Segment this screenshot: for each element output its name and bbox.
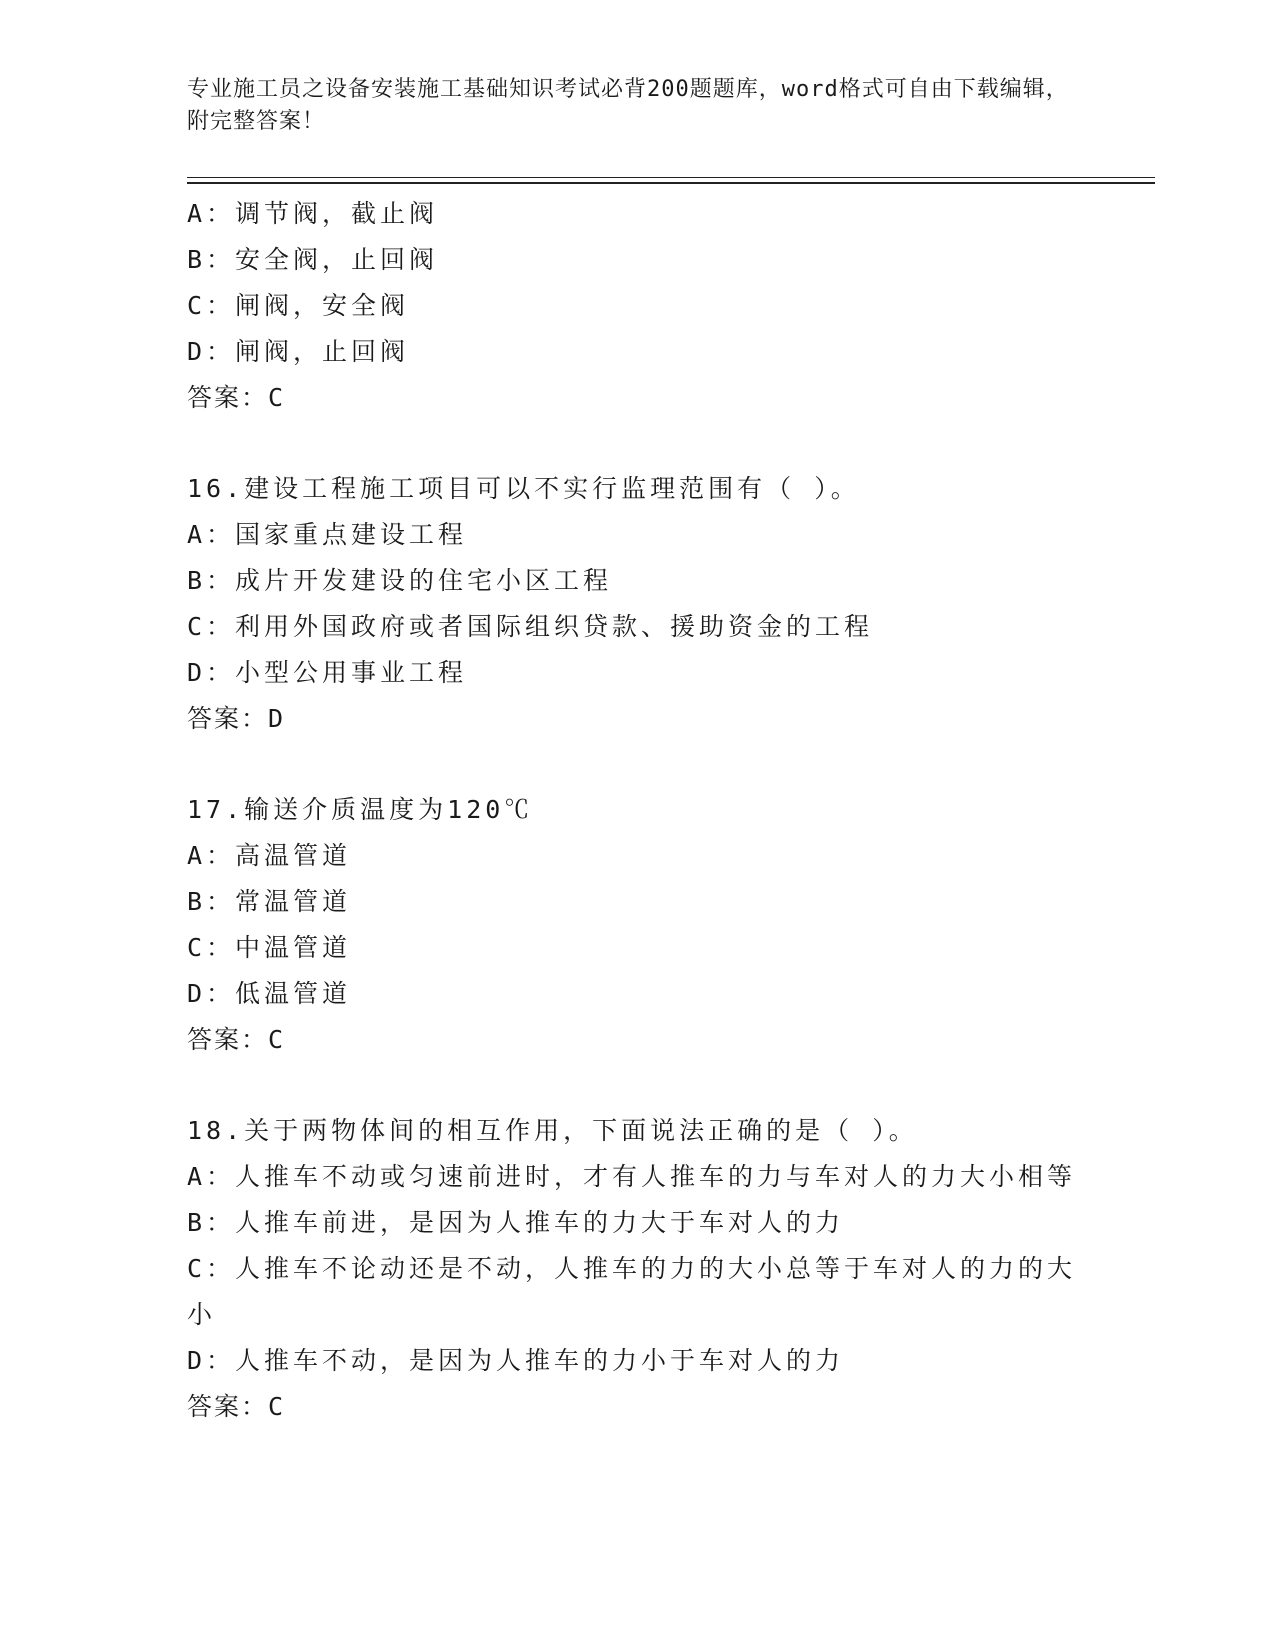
question-18 — [187, 1108, 1087, 1430]
spacer — [187, 1063, 1087, 1108]
answer: 答案：D — [187, 704, 286, 733]
option-a: A：高温管道 — [187, 841, 352, 870]
option-a: A：人推车不动或匀速前进时，才有人推车的力与车对人的力大小相等 — [187, 1162, 1077, 1191]
question-stem: 18.关于两物体间的相互作用，下面说法正确的是（ ）。 — [187, 1116, 918, 1145]
option-c: C：人推车不论动还是不动，人推车的力的大小总等于车对人的力的大小 — [187, 1254, 1077, 1329]
spacer — [187, 742, 1087, 787]
option-a: A：调节阀，截止阀 — [187, 199, 439, 228]
option-c: C：闸阀，安全阀 — [187, 291, 410, 320]
question-17 — [187, 787, 1087, 1063]
question-list — [187, 191, 1087, 1430]
header-rule-thin — [187, 177, 1155, 178]
answer: 答案：C — [187, 383, 286, 412]
spacer — [187, 421, 1087, 466]
option-c: C：中温管道 — [187, 933, 352, 962]
header-rule-thick — [187, 182, 1155, 184]
option-d: D：闸阀，止回阀 — [187, 337, 410, 366]
option-b: B：成片开发建设的住宅小区工程 — [187, 566, 613, 595]
option-b: B：常温管道 — [187, 887, 352, 916]
answer: 答案：C — [187, 1025, 286, 1054]
document-header — [187, 74, 1087, 138]
question-stem: 17.输送介质温度为120℃ — [187, 795, 534, 824]
option-c: C：利用外国政府或者国际组织贷款、援助资金的工程 — [187, 612, 874, 641]
answer: 答案：C — [187, 1392, 286, 1421]
option-b: B：安全阀，止回阀 — [187, 245, 439, 274]
question-15-continued — [187, 191, 1087, 421]
question-16 — [187, 466, 1087, 742]
option-d: D：低温管道 — [187, 979, 352, 1008]
question-stem: 16.建设工程施工项目可以不实行监理范围有（ ）。 — [187, 474, 860, 503]
option-d: D：小型公用事业工程 — [187, 658, 468, 687]
option-b: B：人推车前进，是因为人推车的力大于车对人的力 — [187, 1208, 845, 1237]
header-title: 专业施工员之设备安装施工基础知识考试必背200题题库，word格式可自由下载编辑，附完整答案！ — [187, 77, 1069, 134]
option-d: D：人推车不动，是因为人推车的力小于车对人的力 — [187, 1346, 845, 1375]
option-a: A：国家重点建设工程 — [187, 520, 468, 549]
